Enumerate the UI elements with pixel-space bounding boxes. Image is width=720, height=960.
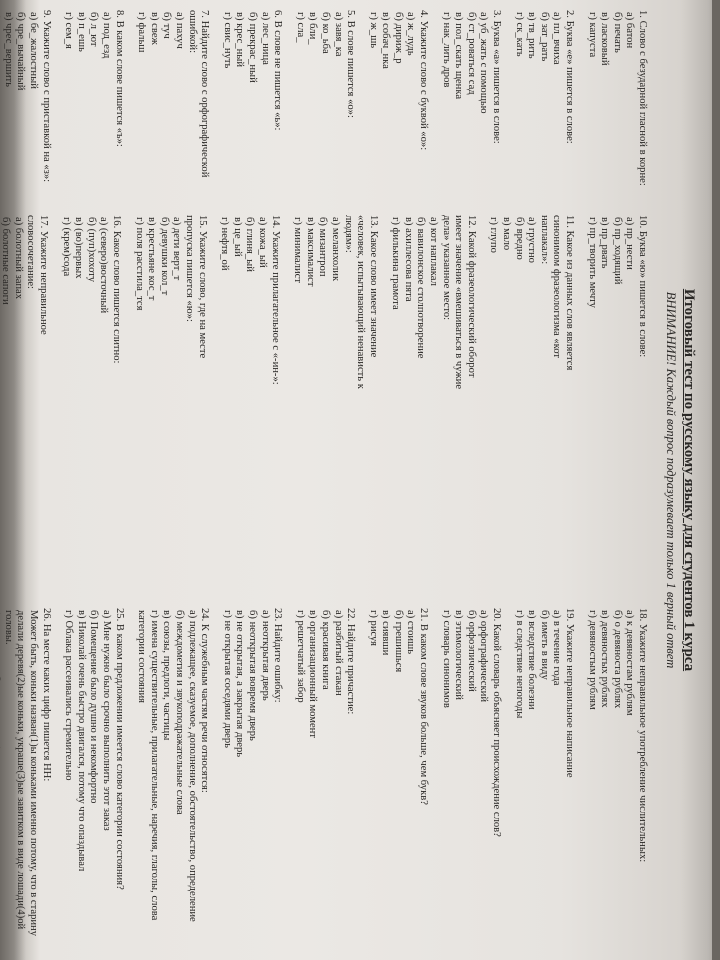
answer-option: в) тв_рить [526, 12, 538, 59]
answer-option: б) дириж_р [392, 12, 404, 64]
question-text: 9. Укажите слово с приставкой на «з»: [40, 10, 52, 183]
answer-option: г) Облака рассеивались стремительно [63, 610, 75, 781]
answer-choice [0, 608, 1, 635]
question [62, 10, 125, 200]
answer-option: а) дети верт_т [171, 217, 183, 281]
answer-option: а) подлежащее, сказуемое, дополнение, обстоятельство, определение [186, 610, 198, 922]
question [0, 10, 52, 200]
answer-option: а) ж_лудь [405, 12, 417, 56]
answer-option: г) не открытая соседями дверь [221, 610, 233, 748]
answer-choice [0, 742, 1, 766]
answer-option: б) глиня_ый [244, 217, 256, 272]
pencil-edge [712, 0, 720, 960]
answer-option: в) свеж [148, 12, 160, 45]
answer-option: б) печать [611, 12, 623, 53]
question-text: 25. В каком предложении имеется слово категории состояния? [113, 608, 125, 890]
answer-option: б) красивая книга [319, 610, 331, 690]
answer-option: в) девяностых рублях [599, 610, 611, 708]
question-text: 4. Укажите слово с буквой «о»: [418, 10, 430, 151]
answer-option: а) лес_ница [259, 12, 271, 65]
answer-option: г) девяностым рублям [586, 610, 598, 710]
answer-option: г) ж_шь [367, 12, 379, 49]
answer-option: в) максималист [304, 217, 316, 287]
sheet-header [648, 0, 700, 960]
question-text: 24. К служебным частям речи относятся: [199, 608, 211, 793]
answer-option: г) словарь синонимов [440, 610, 452, 708]
answer-option: а) пахуч [174, 12, 185, 49]
question-text: 21. В каком слове звуков больше, чем букв? [418, 608, 430, 805]
answer-option: б) вавилонское столпотворение [415, 217, 427, 359]
answer-option: б) зат_рать [538, 12, 550, 62]
answer-option: а) стоишь [405, 610, 417, 655]
answer-option: б) мизантроп [317, 217, 329, 277]
answer-option: в) этимологический [453, 610, 465, 700]
question [293, 10, 356, 200]
answer-option: в) (во)первых [73, 217, 85, 279]
answer-option: а) пр_нести [624, 217, 636, 270]
answer-option: в) мало [501, 217, 513, 251]
answer-option: а) (северо)восточный [98, 217, 110, 314]
answer-option: г) ск_кать [513, 12, 525, 57]
instruction-note: ВНИМАНИЕ! Каждый вопрос подразумевает только 1 верный ответ [664, 291, 678, 669]
question [220, 608, 283, 950]
answer-option: в) союзы, предлоги, частицы [161, 610, 173, 741]
answer-option: а) пл_вчиха [551, 12, 563, 65]
question [62, 608, 125, 950]
question [293, 608, 356, 950]
answer-option: г) сла_ [294, 12, 306, 43]
answer-option: г) свис_нуть [221, 12, 233, 69]
question [132, 215, 208, 393]
question-text: 19. Укажите неправильное написание [564, 608, 576, 778]
question-text: 2. Буква «е» пишется в слове: [564, 10, 576, 144]
answer-option: а) уб_жать с помощью [478, 12, 490, 114]
question-text: 3. Буква «а» пишется в слове: [491, 10, 503, 144]
answer-option: г) имена существительные, прилагательные, наречия, глаголы, слова категории состояния [136, 610, 160, 921]
answer-option: а) кожа_ый [256, 217, 268, 268]
answer-option: б) вредно [513, 217, 525, 260]
answer-option: г) глупо [488, 217, 500, 253]
question-text: 10. Буква «ю» пишется в слове: [637, 215, 648, 358]
question-text: 18. Укажите неправильное употребление числительных: [637, 608, 648, 863]
answer-option: а) меланхолик [329, 217, 341, 282]
question [135, 608, 211, 950]
answer-option: а) грустно [526, 217, 538, 263]
answer-option: в) бли_ [307, 12, 319, 45]
question-text: 16. Какое слово пишется слитно: [111, 215, 123, 364]
answer-option: б) Помещение было душно и некомфортно [88, 610, 100, 804]
answer-option: в) ахиллесова пята [402, 217, 414, 302]
answer-option: г) (крем)сода [60, 217, 72, 277]
question [0, 215, 49, 393]
question [220, 10, 283, 200]
question [512, 608, 575, 950]
answer-option: г) рисуя [367, 610, 379, 646]
answer-option: а) под_езд [101, 12, 113, 59]
question-text: 13. Какое слово имеет значение «человек, испытывающий ненависть к людям»: [342, 215, 379, 389]
question [585, 10, 648, 200]
answer-option: в) собач_нка [380, 12, 392, 69]
answer-option: б) о девяноста рублях [611, 610, 623, 709]
answer-option: в) сиявши [380, 610, 392, 656]
question [439, 10, 502, 200]
answer-option: б) орфоэпический [465, 610, 477, 692]
question [585, 215, 648, 393]
answer-option: в) чрес_вершить [2, 12, 14, 87]
answer-option: а) в течение года [551, 610, 563, 686]
question-text: 5. В слове пишется «о»: [345, 10, 357, 118]
answer-option: б) туч [161, 12, 173, 39]
question [0, 608, 52, 950]
column-1 [0, 10, 648, 200]
column-2 [0, 215, 648, 393]
answer-option: а) завя_ка [332, 12, 344, 57]
answer-option: в) не открытая, а закрытая дверь [234, 610, 246, 758]
answer-option: а) бе_жалостный [28, 12, 40, 89]
answer-choice [0, 675, 1, 702]
answer-option: а) Мне нужно было срочно выполнить этот заказ [101, 610, 113, 831]
answer-option: в) организационный момент [307, 610, 319, 738]
question [585, 608, 648, 950]
question [487, 215, 575, 393]
answer-option: г) сем_я [63, 12, 75, 49]
answer-option: г) филькина грамота [390, 217, 402, 310]
answer-option: б) пр_ходящий [611, 217, 623, 285]
answer-option: а) батон [624, 12, 636, 49]
answer-option: г) фальш [136, 12, 148, 53]
column-4 [0, 608, 648, 950]
answer-option: г) нак_лить дров [440, 12, 452, 88]
question-text: 22. Найдите причастие: [345, 608, 357, 715]
answer-option: в) крес_ный [234, 12, 246, 68]
answer-option: б) чре_вычайный [15, 12, 27, 91]
question-text: 7. Найдите слово с орфографической ошибкой: [186, 10, 211, 178]
answer-option: б) неоткрытая вовремя дверь [246, 610, 258, 741]
question [59, 215, 122, 393]
answer-option: а) разбитый стакан [332, 610, 344, 696]
answer-option: в) пол_скать щенка [453, 12, 465, 100]
answer-option: в) вследствие болезни [526, 610, 538, 710]
answer-option: г) решетчатый забор [294, 610, 306, 703]
question-text: 1. Слово с безударной гласной в корне: [637, 10, 648, 186]
answer-option: б) ко_ьба [319, 12, 331, 54]
question-text: 14. Укажите прилагательное с «-ин-»: [269, 215, 281, 385]
answer-option: г) в следствие непогоды [513, 610, 525, 719]
answer-option: г) капуста [586, 12, 598, 58]
answer-option: г) поля расстила_тся [133, 217, 145, 311]
answer-option: а) орфографический [478, 610, 490, 702]
answer-option: б) грешишься [392, 610, 404, 673]
answer-option: а) к девяностам рублям [624, 610, 636, 716]
answer-option: а) кот наплакал [428, 217, 440, 286]
answer-option: в) ласковый [599, 12, 611, 66]
question [291, 215, 379, 393]
question [218, 215, 281, 393]
answer-option: б) (пуп)хохоту [85, 217, 97, 283]
answer-option: г) пр_творить мечту [586, 217, 598, 308]
answer-option: в) це_ый [231, 217, 243, 257]
question [366, 10, 429, 200]
question-text: 26. На месте каких цифр пишется НН: [40, 608, 52, 782]
answer-option: а) болотный запах [12, 217, 24, 300]
question [135, 10, 211, 200]
question [512, 10, 575, 200]
answer-option: б) ст_роваться сад [465, 12, 477, 95]
question [366, 608, 429, 950]
question-text: 6. В слове не пишется «ь»: [272, 10, 284, 131]
answer-option: б) л_ют [88, 12, 100, 47]
answer-option: б) междометия и звукоподражательные слова [174, 610, 185, 815]
question [389, 215, 477, 393]
question-text: 11. Какое из данных слов является синонимом фразеологизма «кот наплакал»: [538, 215, 576, 371]
answer-option: б) болотные сапоги [0, 217, 12, 305]
answer-choices-row [0, 608, 1, 950]
answer-option: б) девушки кол_т [158, 217, 170, 296]
question-text: 17. Укажите неправильное словосочетание: [25, 215, 50, 335]
question-text: 8. В каком слове пишется «ъ»: [113, 10, 125, 147]
answer-option: г) нефтя_ой [219, 217, 231, 271]
answer-option: в) Николай очень быстро двигался, потому что опаздывал [75, 610, 87, 872]
answer-option: в) пр_рвать [599, 217, 611, 269]
answer-option: а) неоткрытая дверь [259, 610, 271, 701]
question-text: 12. Какой фразеологический оборот имеет значение «вмешиваться в чужие дела» указанное место: [440, 215, 477, 390]
answer-option: Может быть, коньки назван(1)ы коньками именно потому, что в старину делали деревя(2)ые коньки, украше(3)ые завитком в виде лошади(4)ой головы. [2, 610, 40, 937]
answer-option: б) иметь в виду [538, 610, 550, 680]
question-text: 20. Какой словарь объясняет происхождение слов? [491, 608, 503, 837]
answer-option: в) п_ешь [75, 12, 87, 52]
question-text: 15. Укажите слово, где на месте пропуска пишется «ю»: [184, 215, 208, 359]
question [439, 608, 502, 950]
answer-option: г) минималист [292, 217, 304, 283]
question-columns [0, 10, 648, 950]
question-text: 23. Найдите ошибку: [272, 608, 284, 703]
answer-option: б) прекрас_ный [246, 12, 258, 83]
answer-option: в) крестьяне кос_т [146, 217, 158, 301]
test-title: Итоговый тест по русскому языку для студентов 1 курса [681, 288, 697, 672]
